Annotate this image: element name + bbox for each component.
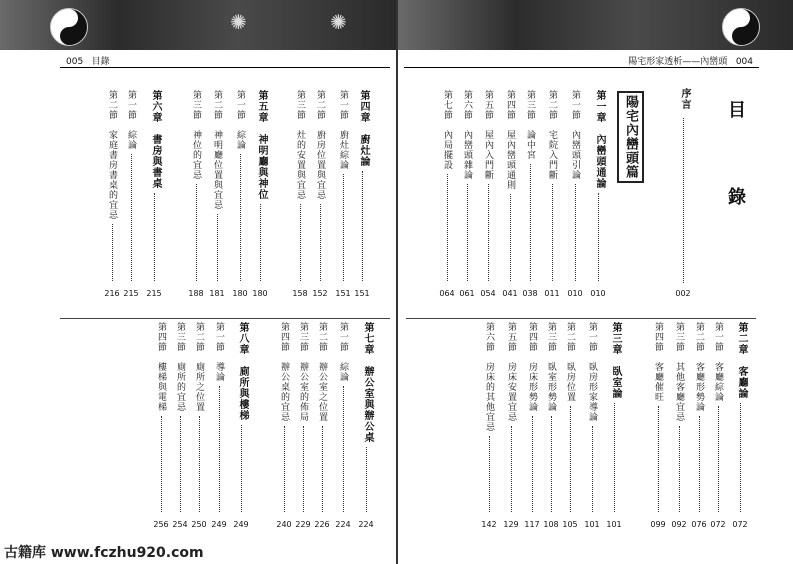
- part-title: 陽宅內巒頭篇: [623, 95, 638, 179]
- page-number: 181: [209, 289, 225, 298]
- page-number: 180: [252, 289, 268, 298]
- section-title: 第三節 論中宮: [525, 90, 535, 160]
- section-title: 第三節 其他客廳宜忌: [674, 322, 684, 422]
- chapter-title: 第六章 書房與書桌: [150, 90, 161, 189]
- section-title: 第五節 房床安置宜忌: [506, 322, 516, 422]
- leader-dots: [699, 416, 700, 512]
- section-title: 第六節 房床的其他宜忌: [484, 322, 494, 432]
- leader-dots: [489, 436, 490, 512]
- page-number: 076: [691, 520, 707, 529]
- leader-dots: [320, 204, 321, 281]
- chapter-title: 第四章 廚灶論: [358, 90, 369, 167]
- leader-dots: [510, 194, 511, 281]
- page-number: 229: [295, 520, 311, 529]
- section-title: 第五節 屋內入門斷: [483, 90, 493, 180]
- page-number: 215: [146, 289, 162, 298]
- page-number: 240: [276, 520, 292, 529]
- chapter-title: 第五章 神明廳與神位: [256, 90, 267, 200]
- section-title: 第二節 家庭書房書桌的宜忌: [107, 90, 117, 220]
- leader-dots: [322, 426, 323, 512]
- page-number: 038: [522, 289, 538, 298]
- section-title: 第七節 內局擺設: [442, 90, 452, 170]
- page-number: 142: [481, 520, 497, 529]
- header-rule-left: [60, 67, 390, 68]
- leader-dots: [131, 154, 132, 281]
- section-title: 第六節 內巒頭雜論: [462, 90, 472, 180]
- leader-dots: [217, 214, 218, 281]
- section-title: 第二節 宅院入門斷: [547, 90, 557, 180]
- section-title: 第二節 神明廳位置與宜忌: [212, 90, 222, 210]
- preface-title: 序言: [679, 88, 690, 110]
- contents-title: 目 錄: [725, 100, 746, 229]
- section-title: 第一節 綜論: [235, 90, 245, 150]
- leader-dots: [740, 403, 741, 512]
- left-page-header: [66, 54, 110, 67]
- page-number: 129: [503, 520, 519, 529]
- leader-dots: [343, 174, 344, 281]
- section-title: 第四節 辦公桌的宜忌: [279, 322, 289, 422]
- preface-page: 002: [675, 289, 691, 298]
- section-title: 第三節 臥室形勢論: [546, 322, 556, 412]
- leader-dots: [467, 184, 468, 281]
- page-number: 256: [153, 520, 169, 529]
- leader-dots: [683, 118, 684, 283]
- page-number: 064: [439, 289, 455, 298]
- page-number: 054: [480, 289, 496, 298]
- page-gutter: [396, 0, 398, 564]
- leader-dots: [511, 426, 512, 512]
- watermark: 古籍库 www.fczhu920.com: [4, 545, 204, 561]
- divider-left: [60, 318, 390, 319]
- leader-dots: [447, 174, 448, 281]
- page-number: 092: [671, 520, 687, 529]
- header-rule-right: [404, 67, 759, 68]
- left-page-number: 005: [66, 57, 84, 67]
- chapter-title: 第三章 臥室論: [610, 322, 621, 399]
- page-number: 254: [172, 520, 188, 529]
- page-number: 072: [732, 520, 748, 529]
- section-title: 第一節 綜論: [338, 322, 348, 382]
- page-number: 188: [188, 289, 204, 298]
- section-title: 第一節 內巒頭引論: [570, 90, 580, 180]
- leader-dots: [154, 193, 155, 281]
- leader-dots: [161, 416, 162, 512]
- leader-dots: [532, 416, 533, 512]
- section-title: 第二節 廁所之位置: [194, 322, 204, 412]
- section-title: 第一節 客廳綜論: [713, 322, 723, 402]
- section-title: 第二節 客廳形勢論: [694, 322, 704, 412]
- section-title: 第三節 灶的安置與宜忌: [295, 90, 305, 200]
- leader-dots: [241, 425, 242, 512]
- page-number: 249: [233, 520, 249, 529]
- divider-right: [406, 318, 756, 319]
- page-number: 101: [606, 520, 622, 529]
- page-number: 215: [123, 289, 139, 298]
- firework-icon: ✺: [330, 10, 347, 34]
- page-number: 216: [104, 289, 120, 298]
- section-title: 第四節 屋內巒頭通則: [505, 90, 515, 190]
- leader-dots: [112, 224, 113, 281]
- leader-dots: [219, 386, 220, 512]
- page-number: 101: [584, 520, 600, 529]
- page-number: 249: [211, 520, 227, 529]
- section-title: 第一節 廚灶綜論: [338, 90, 348, 170]
- section-title: 第二節 臥房位置: [565, 322, 575, 402]
- section-title: 第四節 客廳催旺: [653, 322, 663, 402]
- leader-dots: [343, 386, 344, 512]
- page-number: 108: [543, 520, 559, 529]
- page-number: 117: [524, 520, 540, 529]
- page-number: 151: [335, 289, 351, 298]
- leader-dots: [592, 426, 593, 512]
- leader-dots: [614, 403, 615, 512]
- page-number: 224: [335, 520, 351, 529]
- section-title: 第一節 臥房形家導論: [587, 322, 597, 422]
- page-number: 226: [314, 520, 330, 529]
- page-number: 041: [502, 289, 518, 298]
- page-number: 250: [191, 520, 207, 529]
- leader-dots: [575, 184, 576, 281]
- page-number: 011: [544, 289, 560, 298]
- firework-icon: ✺: [230, 10, 247, 34]
- leader-dots: [598, 193, 599, 281]
- leader-dots: [260, 204, 261, 281]
- chapter-title: 第七章 辦公室與辦公桌: [362, 322, 373, 443]
- chapter-title: 第二章 客廳論: [736, 322, 747, 399]
- page-number: 180: [232, 289, 248, 298]
- leader-dots: [199, 416, 200, 512]
- leader-dots: [679, 426, 680, 512]
- leader-dots: [196, 184, 197, 281]
- leader-dots: [240, 154, 241, 281]
- right-page-header: [628, 54, 753, 67]
- leader-dots: [362, 171, 363, 281]
- chapter-title: 第八章 廁所與樓梯: [237, 322, 248, 421]
- section-title: 第四節 房床形勢論: [527, 322, 537, 412]
- page-number: 010: [567, 289, 583, 298]
- section-title: 第二節 辦公室之位置: [317, 322, 327, 422]
- leader-dots: [284, 426, 285, 512]
- taiji-icon: [50, 8, 88, 46]
- page-number: 072: [710, 520, 726, 529]
- leader-dots: [300, 204, 301, 281]
- page-number: 158: [292, 289, 308, 298]
- section-title: 第二節 廚房位置與宜忌: [315, 90, 325, 200]
- page-number: 152: [312, 289, 328, 298]
- leader-dots: [570, 406, 571, 512]
- right-page-title: 陽宅形家透析——內巒頭: [628, 57, 728, 67]
- section-title: 第一節 導論: [214, 322, 224, 382]
- page-number: 224: [358, 520, 374, 529]
- right-page-number: 004: [735, 57, 753, 67]
- section-title: 第三節 辦公室的佈局: [298, 322, 308, 422]
- leader-dots: [551, 416, 552, 512]
- section-title: 第三節 廁所的宜忌: [175, 322, 185, 412]
- left-page-title: 目錄: [91, 57, 110, 67]
- page-number: 151: [354, 289, 370, 298]
- part-title-box: [617, 91, 644, 183]
- page-number: 010: [590, 289, 606, 298]
- section-title: 第四節 樓梯與電梯: [156, 322, 166, 412]
- section-title: 第一節 綜論: [126, 90, 136, 150]
- leader-dots: [718, 406, 719, 512]
- page-number: 061: [459, 289, 475, 298]
- leader-dots: [552, 184, 553, 281]
- leader-dots: [530, 164, 531, 281]
- section-title: 第三節 神位的宜忌: [191, 90, 201, 180]
- leader-dots: [658, 406, 659, 512]
- leader-dots: [488, 184, 489, 281]
- leader-dots: [180, 416, 181, 512]
- leader-dots: [303, 426, 304, 512]
- page-number: 099: [650, 520, 666, 529]
- chapter-title: 第一章 內巒頭通論: [594, 90, 605, 189]
- leader-dots: [366, 447, 367, 512]
- taiji-icon: [722, 8, 760, 46]
- page-number: 105: [562, 520, 578, 529]
